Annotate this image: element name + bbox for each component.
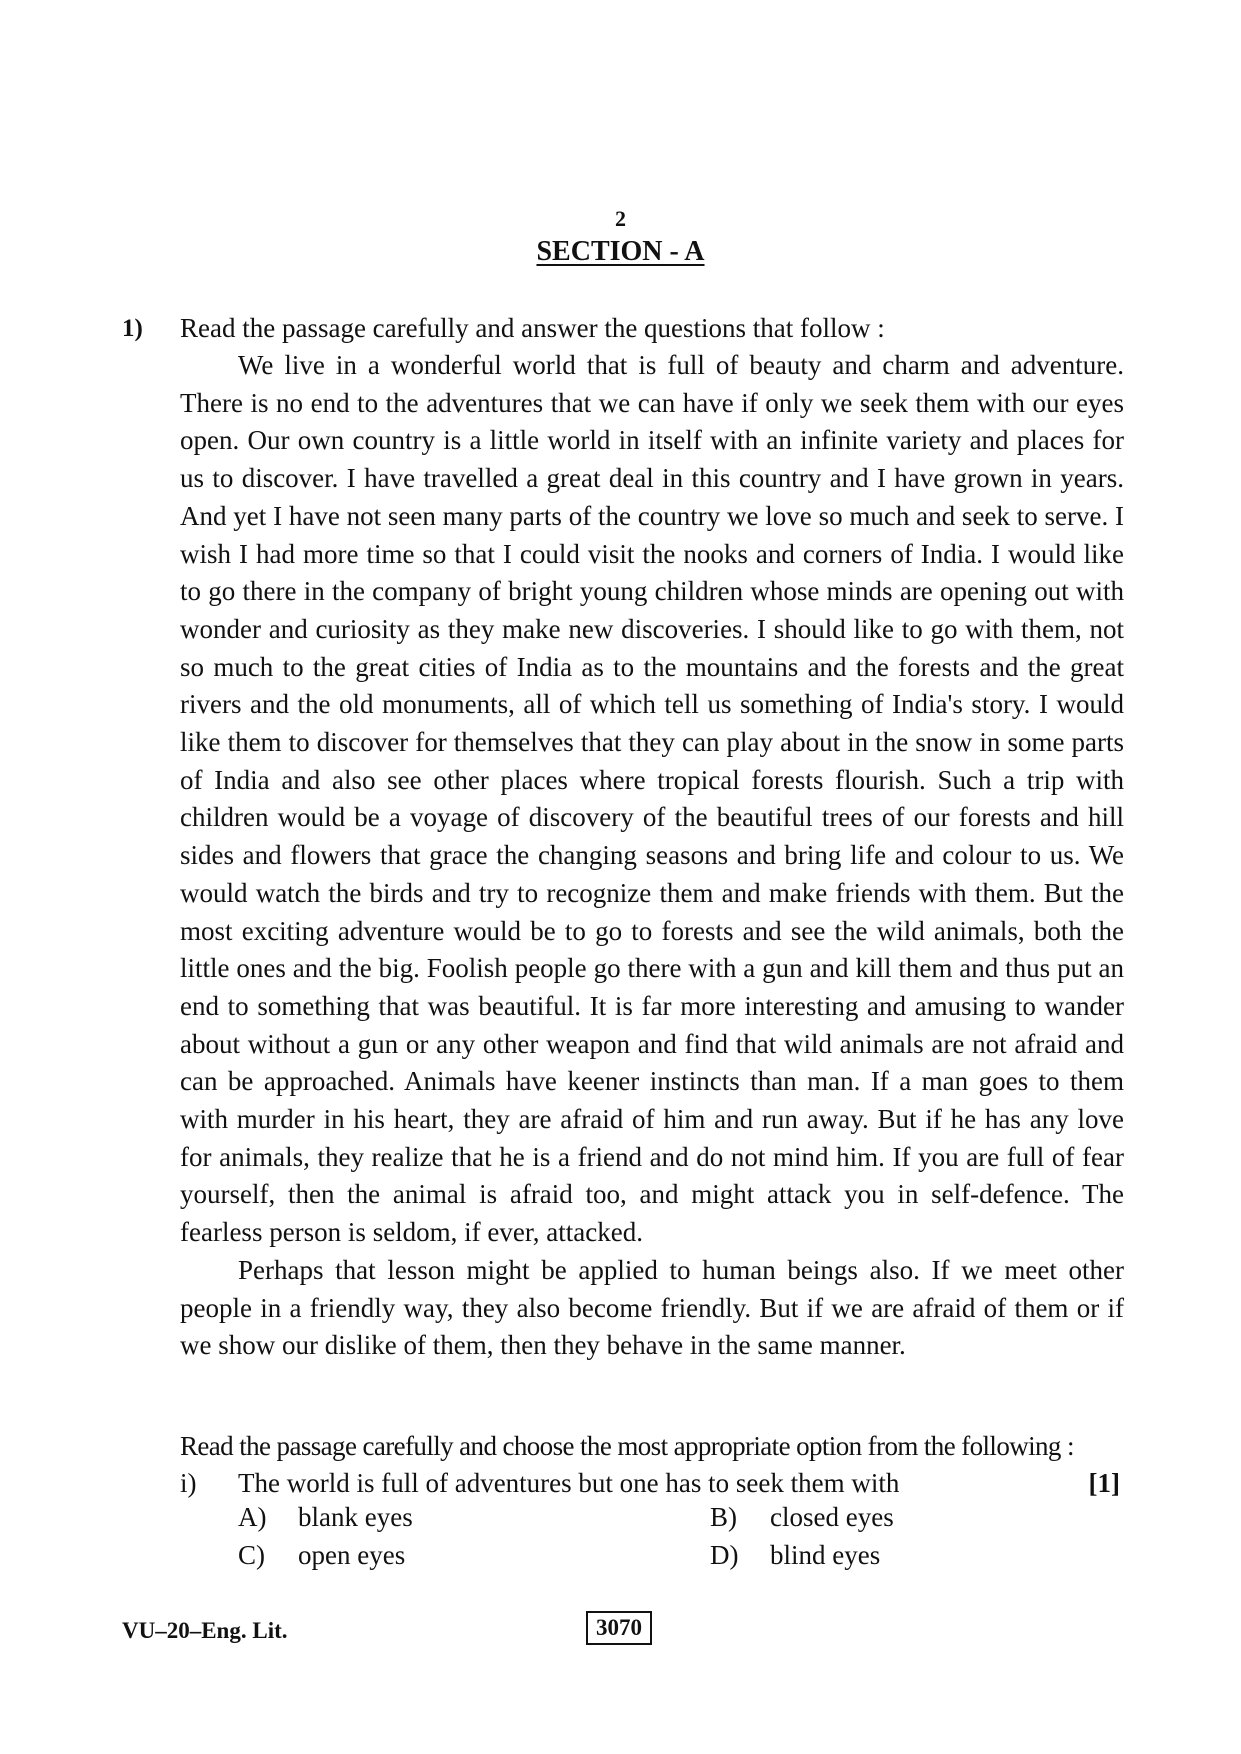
section-title: SECTION - A — [536, 236, 705, 267]
option-letter: A) — [238, 1502, 267, 1532]
option-letter: C) — [238, 1540, 265, 1570]
sub-question-number: i) — [180, 1468, 197, 1498]
page-number: 2 — [615, 206, 626, 231]
question-instruction: Read the passage carefully and answer the questions that follow : — [180, 313, 885, 343]
mcq-instruction: Read the passage carefully and choose the most appropriate option from the following : — [180, 1431, 1074, 1461]
paper-code: VU–20–Eng. Lit. — [122, 1618, 288, 1643]
option-text: closed eyes — [770, 1502, 894, 1532]
option-b — [710, 1502, 894, 1533]
passage-paragraph: Perhaps that lesson might be applied to human beings also. If we meet other people in a friendly way, they also become friendly. But if we are afraid of them or if we show our dislike of them, then they behave in the same manner. — [180, 1254, 1124, 1361]
reading-passage — [180, 347, 1124, 1365]
option-letter: D) — [710, 1540, 739, 1570]
option-text: blind eyes — [770, 1540, 881, 1570]
option-c — [238, 1540, 405, 1571]
sub-question-text: The world is full of adventures but one has to seek them with — [238, 1468, 900, 1498]
option-text: blank eyes — [298, 1502, 413, 1532]
marks-label: [1] — [1088, 1468, 1120, 1498]
option-letter: B) — [710, 1502, 737, 1532]
option-d — [710, 1540, 880, 1571]
option-text: open eyes — [298, 1540, 406, 1570]
serial-number-box: 3070 — [586, 1611, 652, 1645]
passage-paragraph: We live in a wonderful world that is full of beauty and charm and adventure. There is no end to the adventures that we can have if only we seek them with our eyes open. Our own country is a little world in itself with an infinite variety and places for us to discover. I have travelled a great deal in this country and I have grown in years. And yet I have not seen many parts of the country we love so much and seek to serve. I wish I had more time so that I could visit the nooks and corners of India. I would like to go there in the company of bright young children whose minds are opening out with wonder and curiosity as they make new discoveries. I should like to go with them, not so much to the great cities of India as to the mountains and the forests and the great rivers and the old monuments, all of which tell us something of India's story. I would like them to discover for themselves that they can play about in the snow in some parts of India and also see other places where tropical forests flourish. Such a trip with children would be a voyage of discovery of the beautiful trees of our forests and hill sides and flowers that grace the changing seasons and bring life and colour to us. We would watch the birds and try to recognize them and make friends with them. But the most exciting adventure would be to go to forests and see the wild animals, both the little ones and the big. Foolish people go there with a gun and kill them and thus put an end to something that was beautiful. It is far more interesting and amusing to wander about without a gun or any other weapon and find that wild animals are not afraid and can be approached. Animals have keener instincts than man. If a man goes to them with murder in his heart, they are afraid of him and run away. But if he has any love for animals, they realize that he is a friend and do not mind him. If you are full of fear yourself, then the animal is afraid too, and might attack you in self-defence. The fearless person is seldom, if ever, attacked. — [180, 350, 1124, 1248]
question-number: 1) — [122, 315, 143, 342]
option-a — [238, 1502, 413, 1533]
